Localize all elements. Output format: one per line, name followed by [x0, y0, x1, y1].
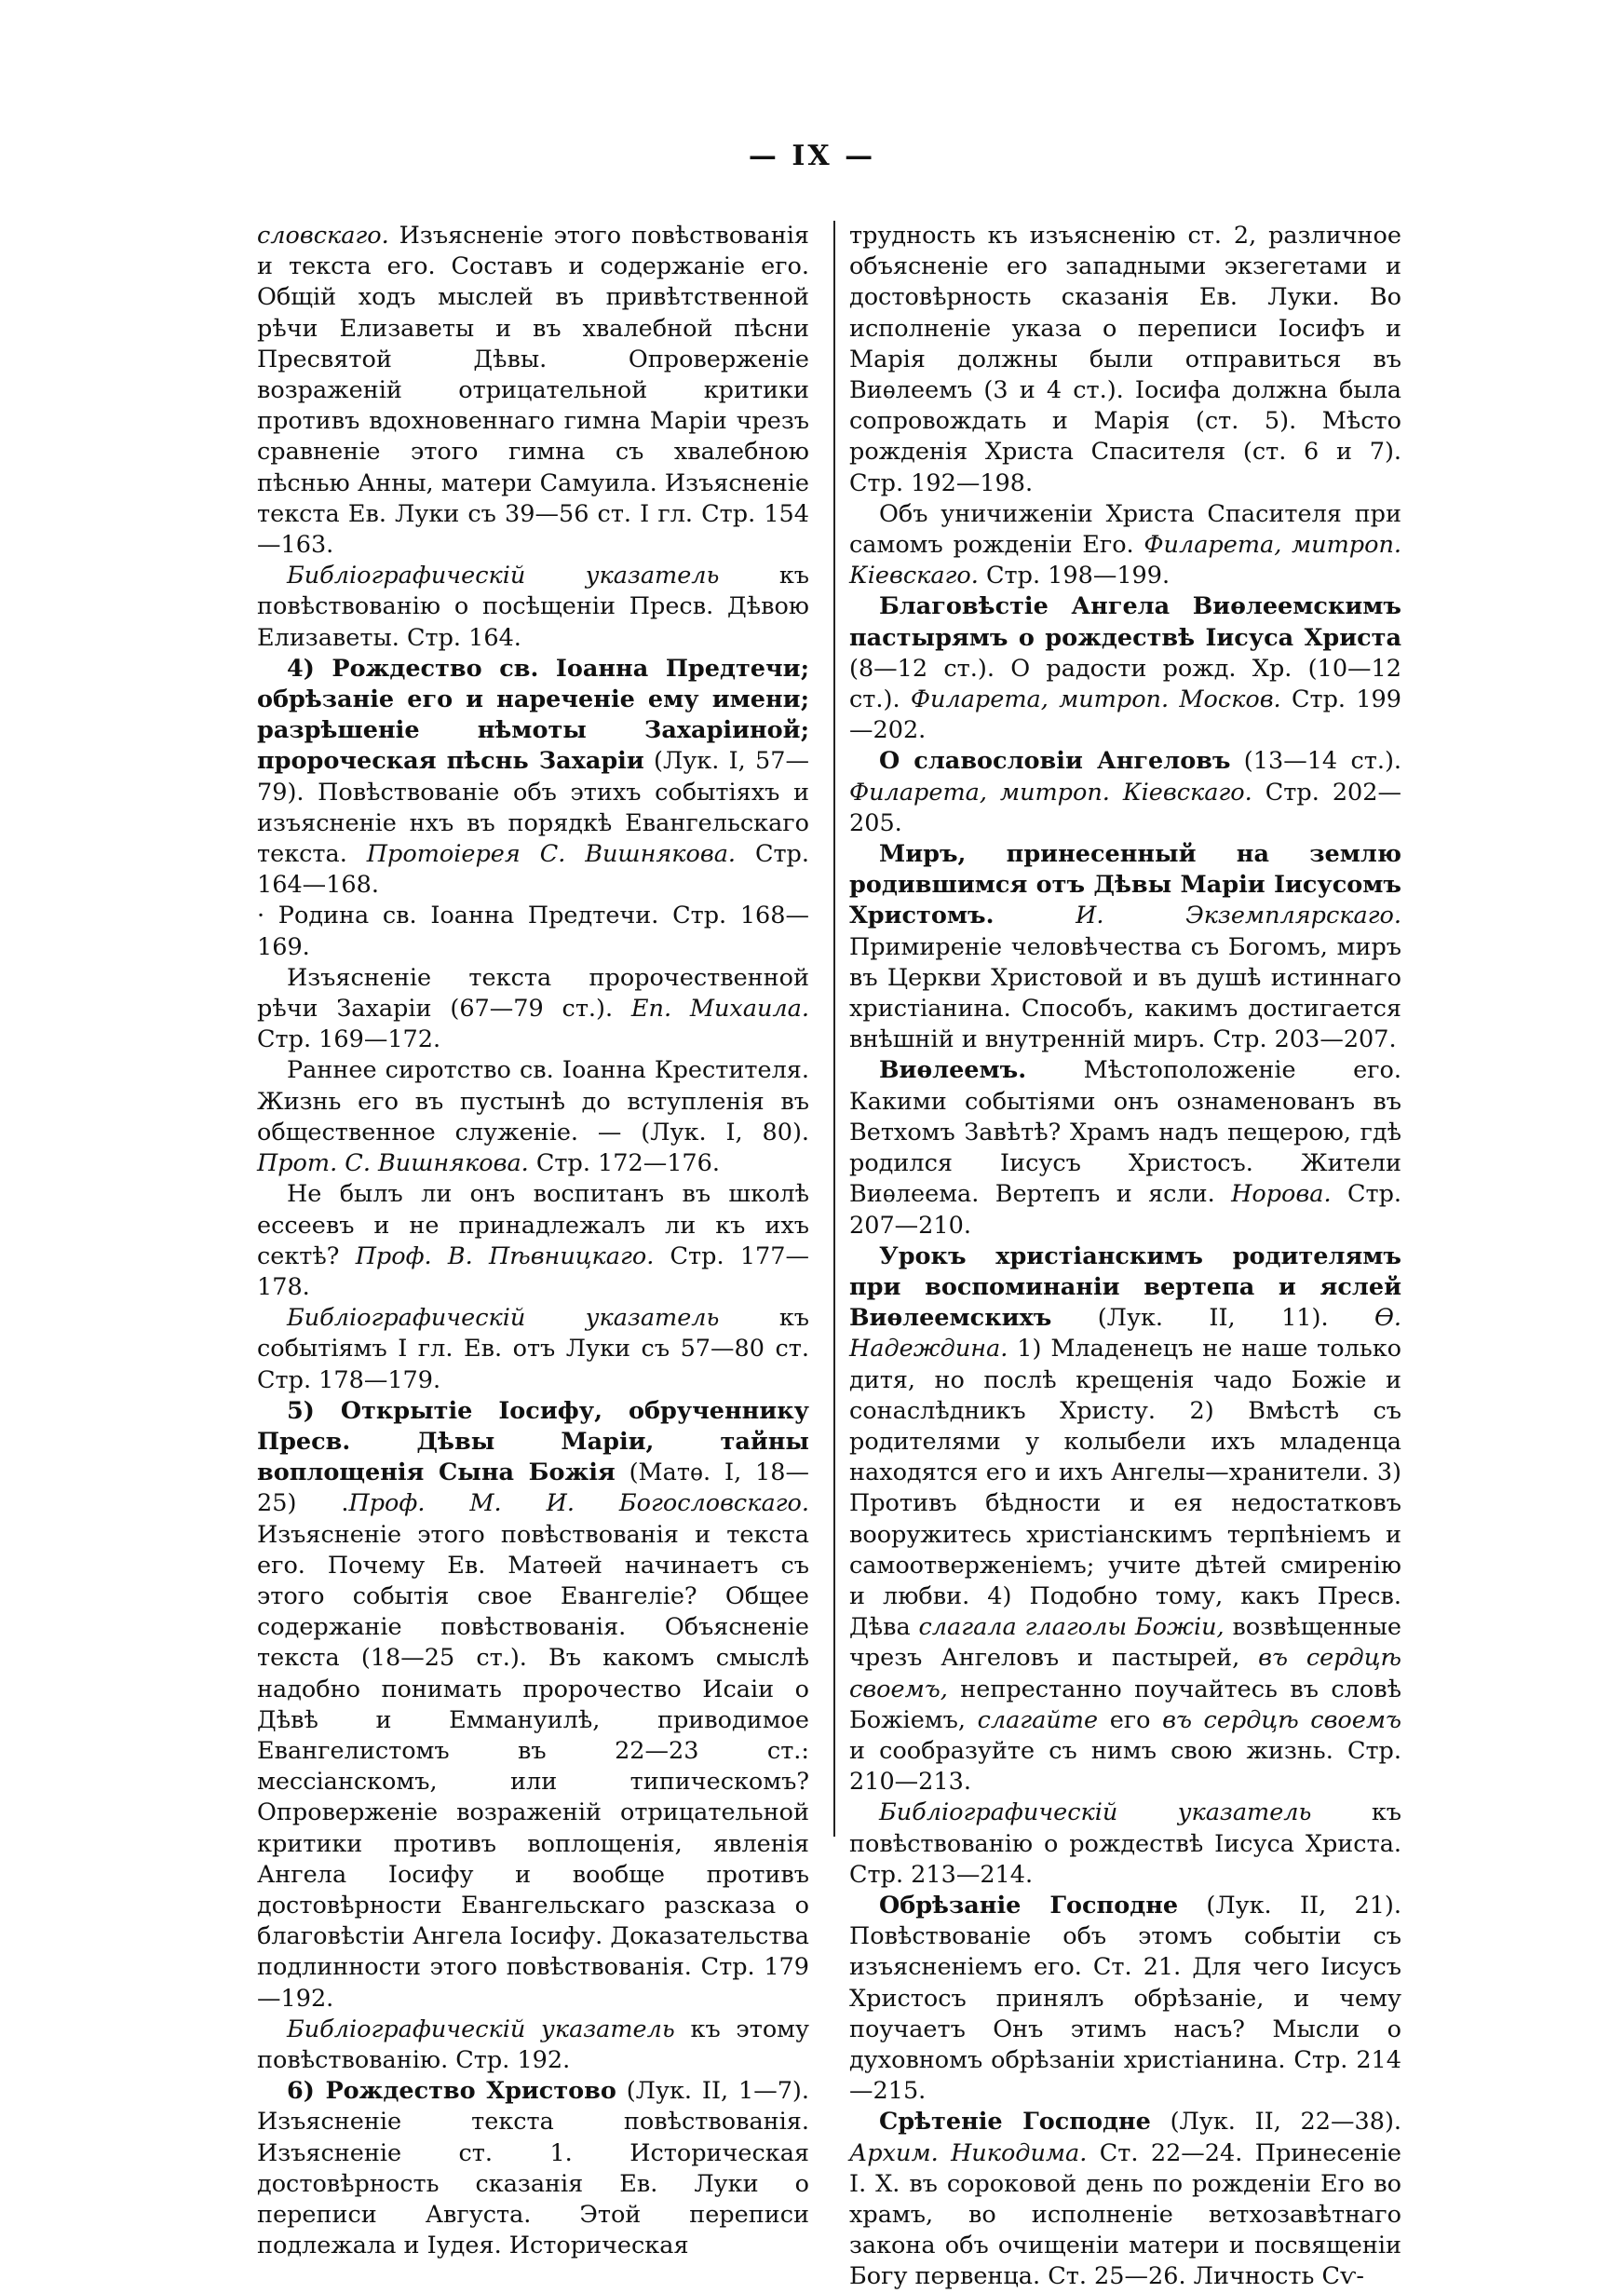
- entry-paragraph: Не былъ ли онъ воспитанъ въ школѣ ессеевъ и не принадлежалъ ли къ ихъ сектѣ? Проф. В. Пѣвницкаго. Стр. 177—178.: [257, 1180, 809, 1301]
- entry-paragraph: Объ уничиженіи Христа Спасителя при самомъ рожденіи Его. Филарета, митроп. Кіевскаго. Стр. 198—199.: [849, 499, 1401, 590]
- entry-paragraph: 6) Рождество Христово (Лук. II, 1—7). Изъясненіе текста повѣствованія. Изъясненіе ст. 1. Историческая достовѣрность сказанія Ев. Луки о переписи Августа. Этой переписи подлежала и Іудея. Историческая: [257, 2077, 809, 2260]
- entry-paragraph: Раннее сиротство св. Іоанна Крестителя. Жизнь его въ пустынѣ до вступленія въ общественное служеніе. — (Лук. I, 80). Прот. С. Вишнякова. Стр. 172—176.: [257, 1056, 809, 1178]
- entry-paragraph: Библіографическій указатель къ этому повѣствованію. Стр. 192.: [257, 2015, 810, 2074]
- entry-paragraph: Благовѣстіе Ангела Виѳлеемскимъ пастырямъ о рождествѣ Іисуса Христа (8—12 ст.). О радости рожд. Хр. (10—12 ст.). Филарета, митроп. Москов. Стр. 199—202.: [849, 592, 1401, 745]
- entry-paragraph: словскаго. Изъясненіе этого повѣствованія и текста его. Составъ и содержаніе его. Общій ходъ мыслей въ привѣтственной рѣчи Елизаветы и въ хвалебной пѣсни Пресвятой Дѣвы. Опроверженіе возраженій отрицательной критики противъ вдохновеннаго гимна Маріи чрезъ сравненіе этого гимна съ хвалебною пѣснью Анны, матери Самуила. Изъясненіе текста Ев. Луки съ 39—56 ст. I гл. Стр. 154—163.: [257, 222, 809, 560]
- entry-paragraph: О славословіи Ангеловъ (13—14 ст.). Филарета, митроп. Кіевскаго. Стр. 202—205.: [849, 747, 1401, 837]
- entry-paragraph: Виѳлеемъ. Мѣстоположеніе его. Какими событіями онъ ознаменованъ въ Ветхомъ Завѣтѣ? Храмъ надъ пещерою, гдѣ родился Іисусъ Христосъ. Жители Виѳлеема. Вертепъ и ясли. Норова. Стр. 207—210.: [849, 1056, 1401, 1240]
- entry-paragraph: Обрѣзаніе Господне (Лук. II, 21). Повѣствованіе объ этомъ событіи съ изъясненіемъ его. Ст. 21. Для чего Іисусъ Христосъ принялъ обрѣзаніе, и чему поучаетъ Онъ этимъ насъ? Мысли о духовномъ обрѣзаніи христіанина. Стр. 214—215.: [849, 1891, 1401, 2106]
- entry-paragraph: трудность къ изъясненію ст. 2, различное объясненіе его западными экзегетами и достовѣрность сказанія Ев. Луки. Во исполненіе указа о переписи Іосифъ и Марія должны были отправиться въ Виѳлеемъ (3 и 4 ст.). Іосифа должна была сопровождать и Марія (ст. 5). Мѣсто рожденія Христа Спасителя (ст. 6 и 7). Стр. 192—198.: [849, 222, 1401, 497]
- page-number: — IX —: [748, 140, 876, 172]
- entry-paragraph: Библіографическій указатель къ повѣствованію о рождествѣ Іисуса Христа. Стр. 213—214.: [849, 1798, 1401, 1889]
- entry-paragraph: Срѣтеніе Господне (Лук. II, 22—38). Архим. Никодима. Ст. 22—24. Принесеніе І. Х. въ сороковой день по рожденіи Его во храмъ, во исполненіе ветхозавѣтнаго закона объ очищеніи матери и посвященіи Богу первенца. Ст. 25—26. Личность Сѵ-: [849, 2108, 1402, 2291]
- entry-paragraph: 5) Открытіе Іосифу, обрученнику Пресв. Дѣвы Маріи, тайны воплощенія Сына Божія (Матѳ. I, 18—25) .Проф. М. И. Богословскаго. Изъясненіе этого повѣствованія и текста его. Почему Ев. Матѳей начинаетъ съ этого событія свое Евангеліе? Общее содержаніе повѣствованія. Объясненіе текста (18—25 ст.). Въ какомъ смыслѣ надобно понимать пророчество Исаіи о Дѣвѣ и Еммануилѣ, приводимое Евангелистомъ въ 22—23 ст.: мессіанскомъ, или типическомъ? Опроверженіе возраженій отрицательной критики противъ воплощенія, явленія Ангела Іосифу и вообще противъ достовѣрности Евангельскаго разсказа о благовѣстіи Ангела Іосифу. Доказательства подлинности этого повѣствованія. Стр. 179—192.: [257, 1396, 809, 2013]
- entry-paragraph: Миръ, принесенный на землю родившимся отъ Дѣвы Маріи Іисусомъ Христомъ. И. Экземплярскаго. Примиреніе человѣчества съ Богомъ, миръ въ Церкви Христовой и въ душѣ истиннаго христіанина. Способъ, какимъ достигается внѣшній и внутренній миръ. Стр. 203—207.: [849, 840, 1401, 1054]
- entry-paragraph: · Родина св. Іоанна Предтечи. Стр. 168—169.: [257, 902, 809, 961]
- column-divider: [833, 221, 835, 1837]
- entry-paragraph: Урокъ христіанскимъ родителямъ при воспоминаніи вертепа и яслей Виѳлеемскихъ (Лук. II, 11). Ѳ. Надеждина. 1) Младенецъ не наше только дитя, но послѣ крещенія чадо Божіе и сонаслѣдникъ Христу. 2) Вмѣстѣ съ родителями у колыбели ихъ младенца находятся его и ихъ Ангелы—хранители. 3) Противъ бѣдности и ея недостатковъ вооружитесь христіанскимъ терпѣніемъ и самоотверженіемъ; учите дѣтей смиренію и любви. 4) Подобно тому, какъ Пресв. Дѣва слагала глаголы Божіи, возвѣщенные чрезъ Ангеловъ и пастырей, въ сердцѣ своемъ, непрестанно поучайтесь въ словѣ Божіемъ, слагайте его въ сердцѣ своемъ и сообразуйте съ нимъ свою жизнь. Стр. 210—213.: [849, 1241, 1402, 1797]
- entry-paragraph: Библіографическій указатель къ повѣствованію о посѣщеніи Пресв. Дѣвою Елизаветы. Стр. 164.: [257, 562, 809, 652]
- entry-paragraph: 4) Рождество св. Іоанна Предтечи; обрѣзаніе его и нареченіе ему имени; разрѣшеніе нѣмоты Захаріиной; пророческая пѣснь Захаріи (Лук. I, 57—79). Повѣствованіе объ этихъ событіяхъ и изъясненіе нхъ въ порядкѣ Евангельскаго текста. Протоіерея С. Вишнякова. Стр. 164—168.: [257, 654, 809, 900]
- entry-paragraph: Изъясненіе текста пророчественной рѣчи Захаріи (67—79 ст.). Еп. Михаила. Стр. 169—172.: [257, 963, 809, 1054]
- entry-paragraph: Библіографическій указатель къ событіямъ I гл. Ев. отъ Луки съ 57—80 ст. Стр. 178—179.: [257, 1304, 809, 1394]
- right-column: [849, 221, 1401, 2293]
- left-column: [257, 221, 809, 2261]
